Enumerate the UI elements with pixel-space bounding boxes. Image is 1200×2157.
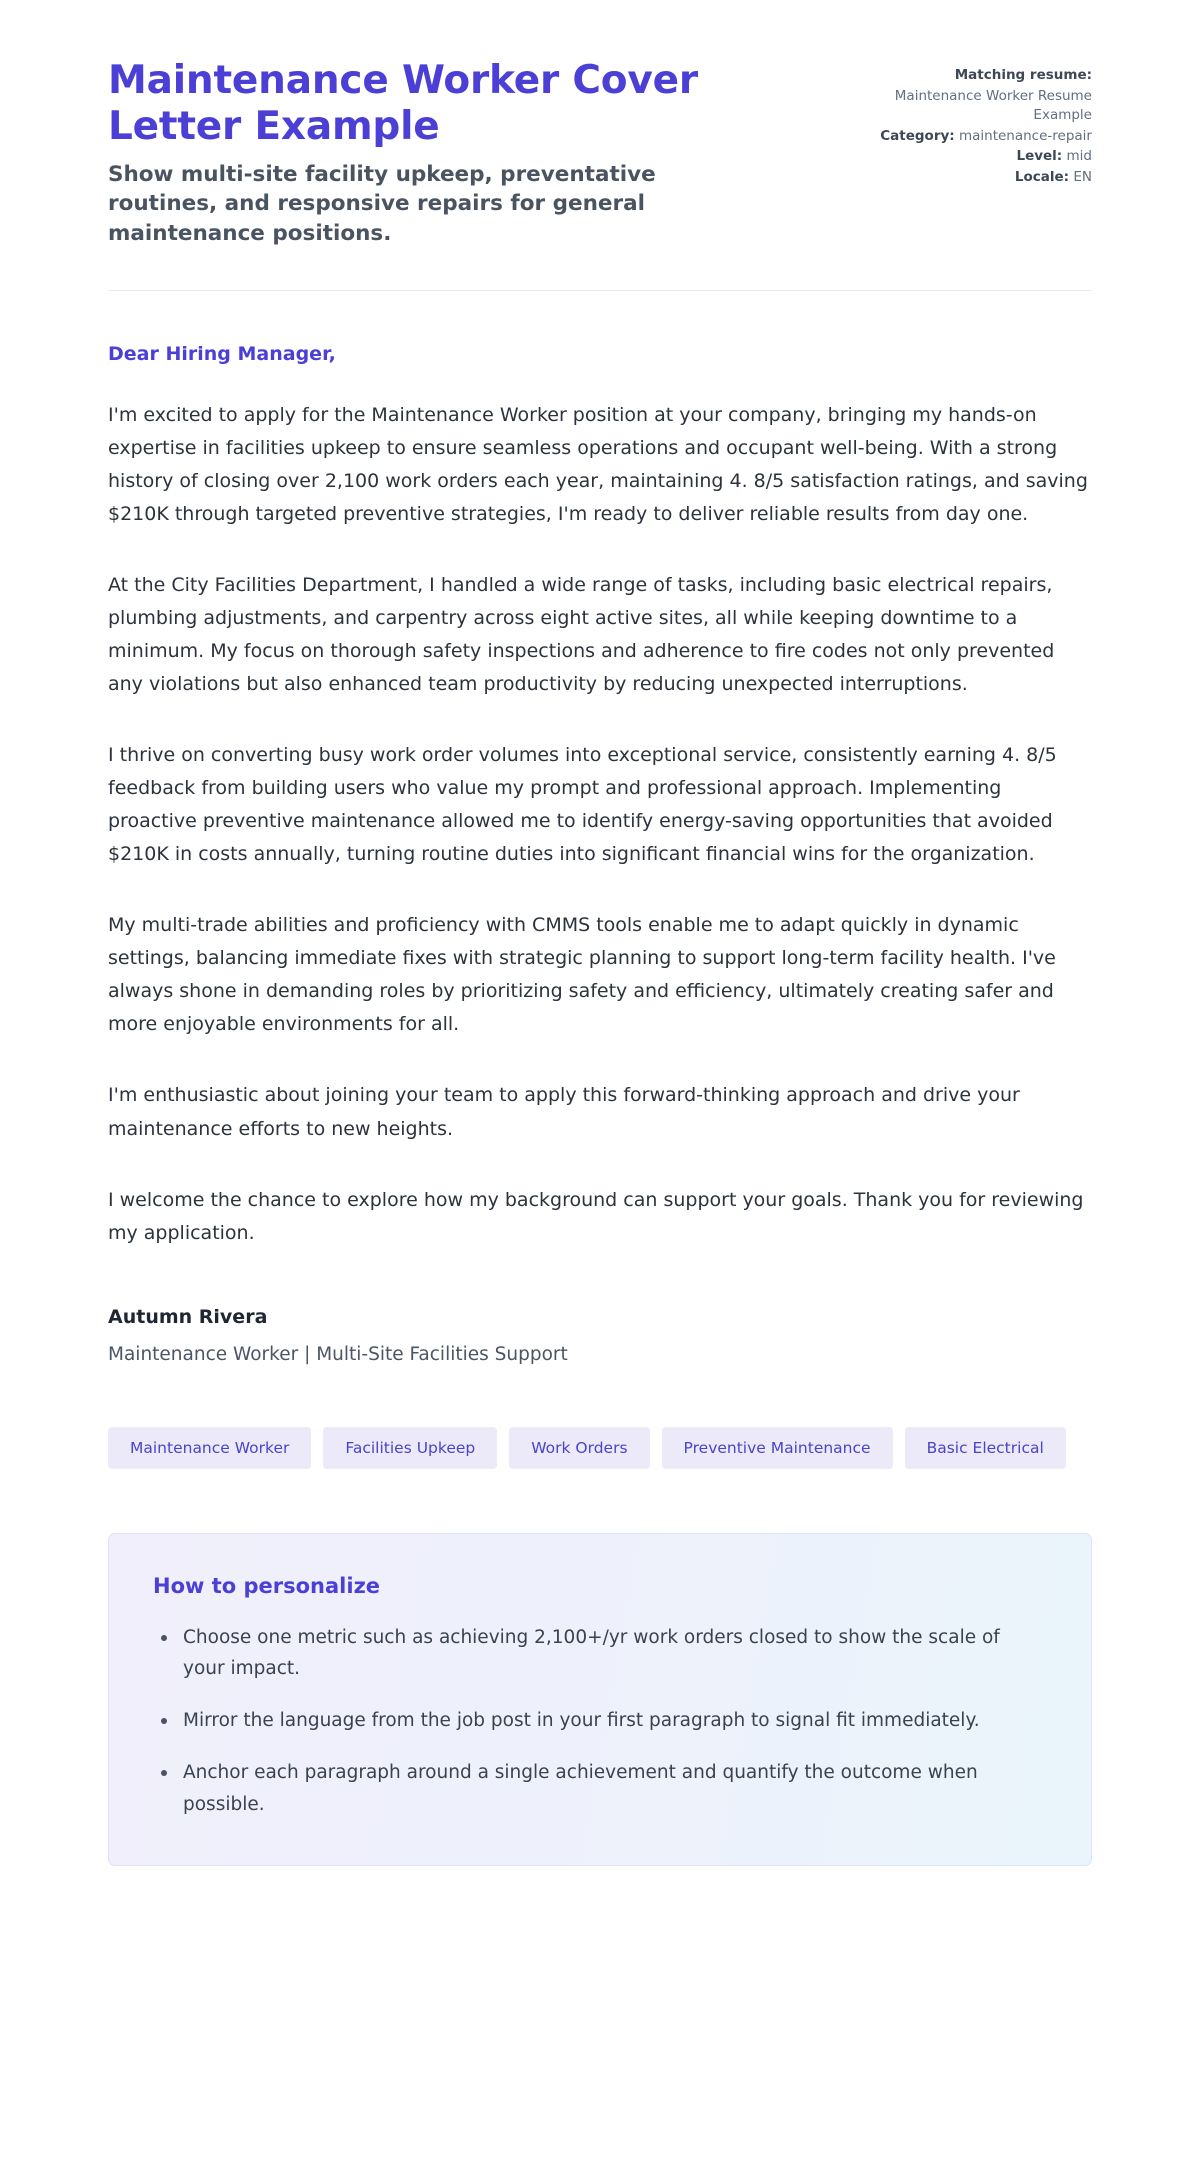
meta-level [857,147,1092,167]
how-to-personalize-callout [108,1533,1092,1866]
meta-locale-value: EN [1073,168,1092,185]
signature-role: Maintenance Worker | Multi-Site Facilities Support [108,1343,568,1365]
signature-block [108,1306,1092,1365]
keyword-chip[interactable]: Basic Electrical [905,1427,1066,1469]
keyword-chip[interactable]: Facilities Upkeep [323,1427,497,1469]
letter-paragraphs [108,399,1092,1250]
signature-name: Autumn Rivera [108,1305,268,1328]
letter-paragraph: My multi-trade abilities and proficiency with CMMS tools enable me to adapt quickly in dynamic settings, balancing immediate fixes with strategic planning to support long-term facility health. I've always shone in demanding roles by prioritizing safety and efficiency, ultimately creating safer and more enjoyable environments for all. [108,914,1056,1036]
callout-tip-item: Mirror the language from the job post in your first paragraph to signal fit immediately. [179,1705,1047,1737]
callout-tip-item: Anchor each paragraph around a single achievement and quantify the outcome when possible. [179,1757,1047,1821]
meta-level-label: Level: [1016,148,1063,165]
callout-tip-item: Choose one metric such as achieving 2,100+/yr work orders closed to show the scale of your impact. [179,1622,1047,1686]
letter-paragraph: I'm enthusiastic about joining your team to apply this forward-thinking approach and drive your maintenance efforts to new heights. [108,1084,1020,1140]
page-subtitle: Show multi-site facility upkeep, preventative routines, and responsive repairs for general maintenance positions. [108,162,656,246]
meta-level-value: mid [1066,148,1092,165]
letter-paragraph: I welcome the chance to explore how my background can support your goals. Thank you for reviewing my application. [108,1188,1084,1244]
letter-paragraph: At the City Facilities Department, I handled a wide range of tasks, including basic electrical repairs, plumbing adjustments, and carpentry across eight active sites, all while keeping downtime to a minimum. My focus on thorough safety inspections and adherence to fire codes not only prevented any violations but also enhanced team productivity by reducing unexpected interruptions. [108,573,1055,696]
page-header [108,58,1092,248]
page-title: Maintenance Worker Cover Letter Example [108,58,698,150]
keyword-chip-list [108,1427,1092,1469]
meta-category-value: maintenance-repair [958,127,1092,144]
letter-paragraph: I'm excited to apply for the Maintenance Worker position at your company, bringing my hands-on expertise in facilities upkeep to ensure seamless operations and occupant well-being. With a strong history of closing over 2,100 work orders each year, maintaining 4. 8/5 satisfaction ratings, and saving $210K through targeted preventive strategies, I'm ready to deliver reliable results from day one. [108,403,1088,525]
meta-matching-resume-label: Matching resume: [954,67,1092,83]
meta-locale [857,168,1092,188]
document-metadata [857,58,1092,188]
letter-salutation: Dear Hiring Manager, [108,342,336,365]
letter-body [108,291,1092,1250]
meta-matching-resume-value-row [857,87,1092,126]
meta-category-label: Category: [880,127,955,144]
callout-tip-list [153,1622,1047,1821]
keyword-chip[interactable]: Preventive Maintenance [662,1427,893,1469]
meta-locale-label: Locale: [1014,168,1070,185]
meta-category [857,127,1092,147]
meta-matching-resume [857,66,1092,86]
meta-matching-resume-value: Maintenance Worker Resume Example [894,87,1092,124]
callout-title: How to personalize [153,1573,381,1598]
keyword-chip[interactable]: Work Orders [509,1427,649,1469]
letter-paragraph: I thrive on converting busy work order volumes into exceptional service, consistently earning 4. 8/5 feedback from building users who value my prompt and professional approach. Implementing proactive preventive maintenance allowed me to identify energy-saving opportunities that avoided $210K in costs annually, turning routine duties into significant financial wins for the organization. [108,744,1057,866]
header-text-block [108,58,748,248]
keyword-chip[interactable]: Maintenance Worker [108,1427,311,1469]
